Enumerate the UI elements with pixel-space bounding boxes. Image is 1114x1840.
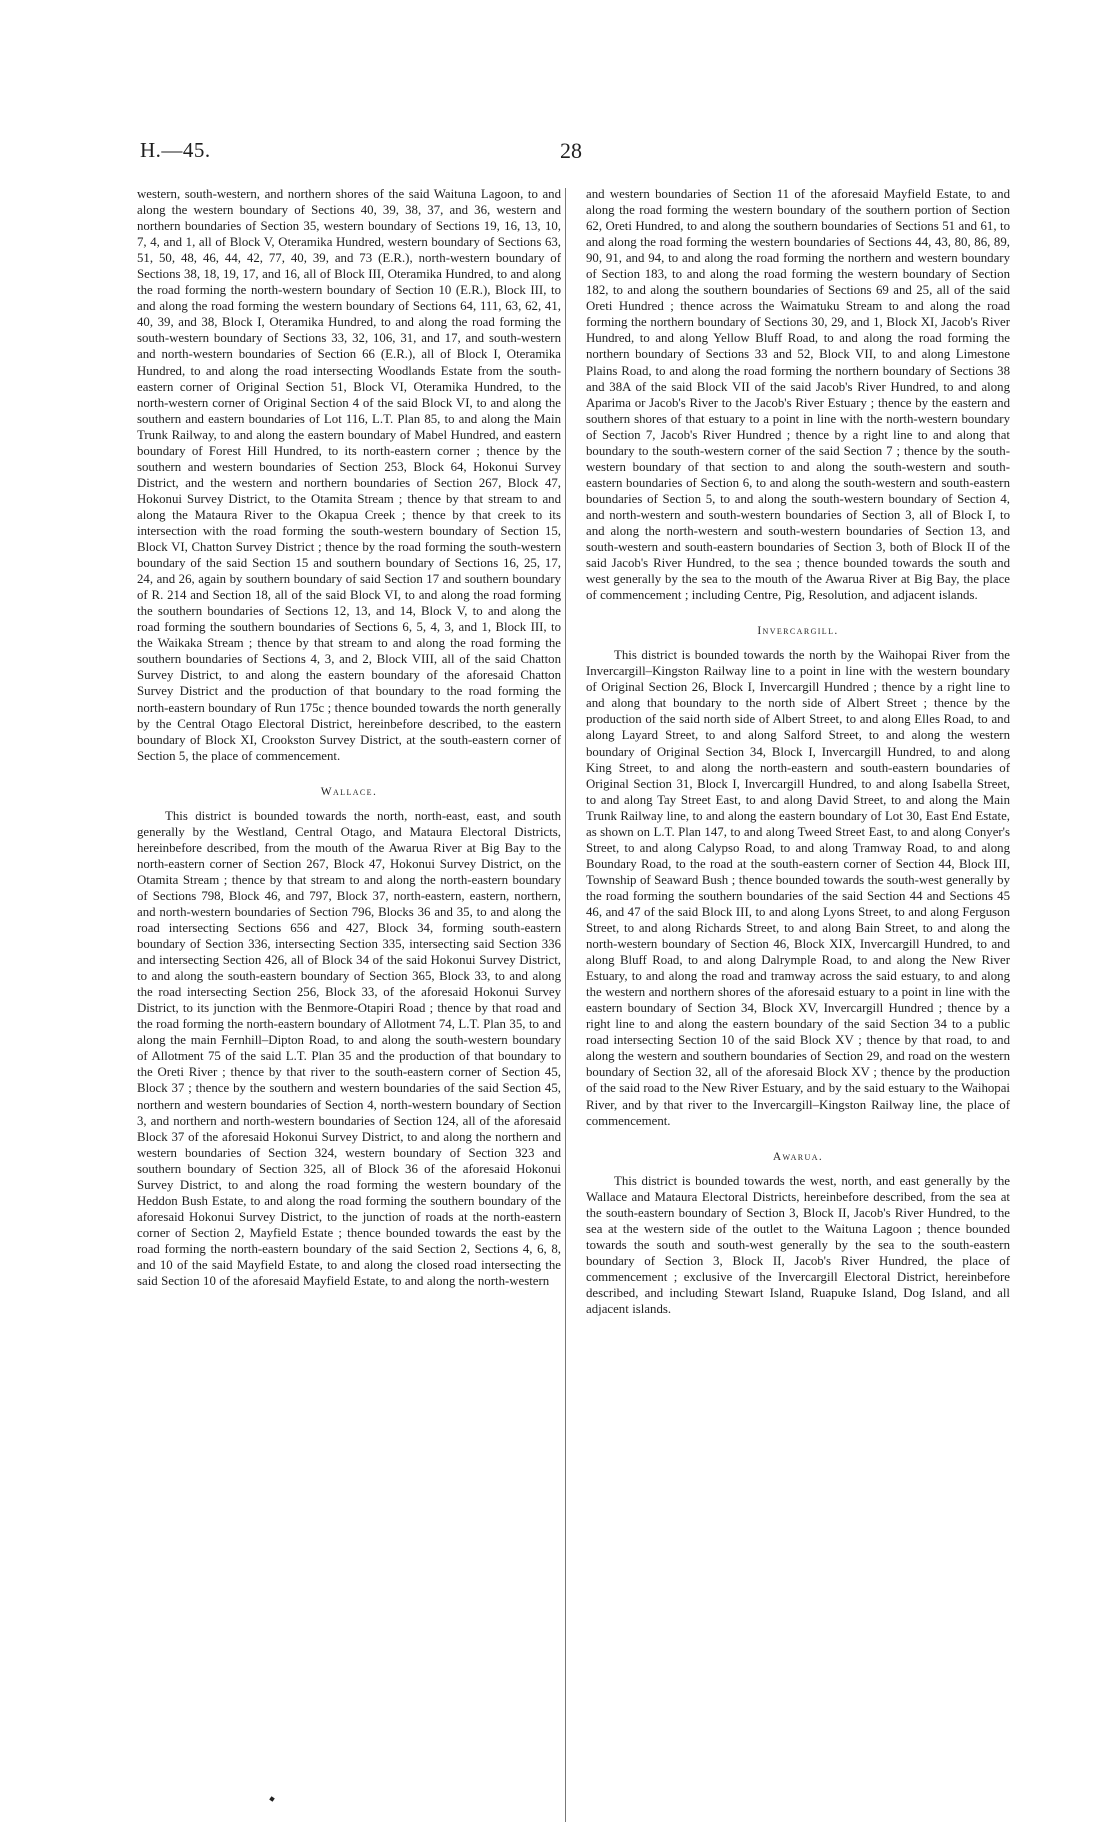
section-heading-invercargill: Invercargill. — [757, 625, 839, 638]
right-column-continuation: and western boundaries of Section 11 of the aforesaid Mayfield Estate, to and along the road forming the western boundary of the southern portion of Section 62, Oreti Hundred, to and along the southern boundaries of Sections 51 and 61, to and along the road forming the western boundaries of Sections 44, 43, 80, 86, 89, 90, 91, and 94, to and along the road forming the northern and western boundary of Section 183, to and along the road forming the western boundary of Section 182, to and along the southern boundaries of Sections 69 and 25, all of the said Oreti Hundred ; thence across the Waimatuku Stream to and along the road forming the northern boundary of Sections 30, 29, and 1, Block XI, Jacob's River Hundred, to and along Yellow Bluff Road, to and along the road forming the northern boundary of Sections 33 and 52, Block VII, to and along Limestone Plains Road, to and along the road forming the northern boundary of Sections 38 and 38A of the said Block VII of the said Jacob's River Hundred, to and along Aparima or Jacob's River to the Jacob's River Estuary ; thence by the eastern and southern shores of that estuary to a point in line with the north-western boundary of Section 7, Jacob's River Hundred ; thence by a right line to and along that boundary to the south-western corner of the said Section 7 ; thence by the south-western boundary of that section to and along the south-western and south-eastern boundaries of Section 6, to and along the south-western and south-eastern boundaries of Section 5, to and along the south-western boundary of Section 4, and north-western and south-western boundaries of Section 3, all of Block I, to and along the north-western and south-western boundaries of Section 13, and south-western and south-eastern boundaries of Section 3, both of Block II of the said Jacob's River Hundred, to the sea ; thence bounded towards the south and west generally by the sea to the mouth of the Awarua River at Big Bay, the place of commencement ; including Centre, Pig, Resolution, and adjacent islands. — [586, 187, 1010, 603]
page-number: 28 — [560, 138, 582, 163]
stray-ink-mark — [269, 1796, 275, 1802]
section-heading-awarua: Awarua. — [772, 1150, 824, 1163]
document-reference: H.—45. — [140, 138, 211, 162]
section-heading-wallace: Wallace. — [320, 785, 378, 798]
column-divider — [565, 188, 566, 1822]
invercargill-paragraph: This district is bounded towards the north by the Waihopai River from the Invercargill–Kingston Railway line to a point in line with the western boundary of Original Section 26, Block I, Invercargill Hundred ; thence by a right line to and along that boundary to the north side of Albert Street ; thence by the production of the said north side of Albert Street, to and along Elles Road, to and along Layard Street, to and along Salford Street, to and along the western boundary of Original Section 34, Block I, Invercargill Hundred, to and along King Street, to and along the north-eastern and south-eastern boundaries of Original Section 31, Block I, Invercargill Hundred, to and along Isabella Street, to and along Tay Street East, to and along David Street, to and along the Main Trunk Railway line, to and along the eastern boundary of Lot 30, East End Estate, as shown on L.T. Plan 147, to and along Tweed Street East, to and along Conyer's Street, to and along Calypso Road, to and along Tramway Road, to and along Boundary Road, to the road at the south-eastern corner of Section 44, Block III, Township of Seaward Bush ; thence bounded towards the south-west generally by the road forming the southern boundaries of the said Section 44 and Sections 45 46, and 47 of the said Block III, to and along Lyons Street, to and along Ferguson Street, to and along Richards Street, to and along Bain Street, to and along the north-western boundary of Section 46, Block XIX, Invercargill Hundred, to and along Bluff Road, to and along Dalrymple Road, to and along the New River Estuary, to and along the road and tramway across the said estuary, to and along the western and northern shores of the aforesaid estuary to a point in line with the eastern boundary of Section 34, Block XV, Invercargill Hundred ; thence by a right line to and along the eastern boundary of the said Section 34 to a public road intersecting Section 10 of the said Block XV ; thence by that road, to and along the western and southern boundaries of Section 29, and road on the western boundary of Section 32, all of the aforesaid Block XV ; thence by the production of the said road to the New River Estuary, and by the said estuary to the Waihopai River, and by that river to the Invercargill–Kingston Railway line, the place of commencement. — [586, 648, 1010, 1128]
left-column — [137, 186, 561, 1289]
awarua-paragraph: This district is bounded towards the west, north, and east generally by the Wallace and Mataura Electoral Districts, hereinbefore described, from the sea at the south-eastern boundary of Section 3, Block II, Jacob's River Hundred, to the sea at the western side of the outlet to the Waituna Lagoon ; thence bounded towards the south and south-west generally by the sea to the south-eastern boundary of Section 3, Block II, Jacob's River Hundred, the place of commencement ; exclusive of the Invercargill Electoral District, hereinbefore described, and including Stewart Island, Ruapuke Island, Dog Island, and all adjacent islands. — [586, 1173, 1010, 1316]
left-column-continuation: western, south-western, and northern shores of the said Waituna Lagoon, to and along the western boundary of Sections 40, 39, 38, 37, and 36, western and northern boundaries of Section 35, western boundary of Sections 19, 16, 13, 10, 7, 4, and 1, all of Block V, Oteramika Hundred, western boundary of Sections 63, 51, 50, 48, 46, 44, 42, 77, 40, 39, and 73 (E.R.), north-western boundary of Sections 38, 18, 19, 17, and 16, all of Block III, Oteramika Hundred, to and along the road forming the north-western boundary of Section 10 (E.R.), Block III, to and along the road forming the western boundary of Sections 64, 111, 63, 62, 41, 40, 39, and 38, Block I, Oteramika Hundred, to and along the road forming the south-western boundary of Sections 33, 32, 106, 31, and 17, and south-western and north-western boundaries of Section 66 (E.R.), all of Block I, Oteramika Hundred, to and along the road intersecting Woodlands Estate from the south-eastern corner of Original Section 51, Block VI, Oteramika Hundred, to the north-western corner of Original Section 4 of the said Block VI, to and along the southern and eastern boundaries of Lot 116, L.T. Plan 85, to and along the Main Trunk Railway, to and along the eastern boundary of Mabel Hundred, and eastern boundary of Forest Hill Hundred, to its north-eastern corner ; thence by the southern and western boundaries of Section 253, Block 64, Hokonui Survey District, and the western and northern boundaries of Section 267, Block 47, Hokonui Survey District, to the Otamita Stream ; thence by that stream to and along the Mataura River to the Okapua Creek ; thence by that creek to its intersection with the road forming the south-western boundary of Section 15, Block VI, Chatton Survey District ; thence by the road forming the south-western boundary of the said Section 15 and southern boundary of Sections 16, 25, 17, 24, and 26, again by southern boundary of said Section 17 and southern boundary of R. 214 and Section 18, all of the said Block VI, to and along the road forming the southern boundaries of Sections 12, 13, and 14, Block V, to and along the road forming the southern boundaries of Sections 6, 5, 4, 3, and 1, Block III, to the Waikaka Stream ; thence by that stream to and along the road forming the southern boundaries of Sections 4, 3, and 2, Block VIII, all of the said Chatton Survey District, to and along the eastern boundary of the aforesaid Chatton Survey District and the production of that boundary to the road forming the north-eastern boundary of Run 175c ; thence bounded towards the north generally by the Central Otago Electoral District, hereinbefore described, to the eastern boundary of Block XI, Crookston Survey District, at the south-eastern corner of Section 5, the place of commencement. — [137, 187, 561, 763]
page-header — [140, 138, 1020, 164]
wallace-paragraph: This district is bounded towards the north, north-east, east, and south generally by the Westland, Central Otago, and Mataura Electoral Districts, hereinbefore described, from the mouth of the Awarua River at Big Bay to the north-eastern corner of Section 267, Block 47, Hokonui Survey District, on the Otamita Stream ; thence by that stream to and along the north-eastern boundary of Sections 798, Block 46, and 797, Block 37, north-eastern, eastern, northern, and north-western boundaries of Section 796, Blocks 36 and 35, to and along the road intersecting Sections 656 and 427, Block 34, forming south-eastern boundary of Section 336, intersecting Section 335, intersecting said Section 336 and intersecting Section 426, all of Block 34 of the said Hokonui Survey District, to and along the south-eastern boundary of Section 365, Block 33, to and along the road intersecting Section 256, Block 33, of the aforesaid Hokonui Survey District, to its junction with the Benmore-Otapiri Road ; thence by that road and the road forming the north-eastern boundary of Allotment 74, L.T. Plan 35, to and along the main Fernhill–Dipton Road, to and along the south-western boundary of Allotment 75 of the said L.T. Plan 35 and the production of that boundary to the Oreti River ; thence by that river to the south-eastern corner of Section 45, Block 37 ; thence by the southern and western boundaries of the said Section 45, northern and western boundaries of Section 4, north-western boundary of Section 3, and northern and north-western boundaries of Section 124, all of the aforesaid Block 37 of the aforesaid Hokonui Survey District, to and along the northern and western boundaries of Section 324, western boundary of Section 323 and southern boundary of Section 325, all of Block 36 of the aforesaid Hokonui Survey District, to and along the road forming the western boundary of the Heddon Bush Estate, to and along the road forming the southern boundary of the aforesaid Hokonui Survey District, to the junction of roads at the north-eastern corner of Section 2, Mayfield Estate ; thence bounded towards the east by the road forming the north-eastern boundary of the said Section 2, Sections 4, 6, 8, and 10 of the said Mayfield Estate, to and along the closed road intersecting the said Section 10 of the aforesaid Mayfield Estate, to and along the north-western — [137, 808, 561, 1289]
right-column — [586, 186, 1010, 1317]
